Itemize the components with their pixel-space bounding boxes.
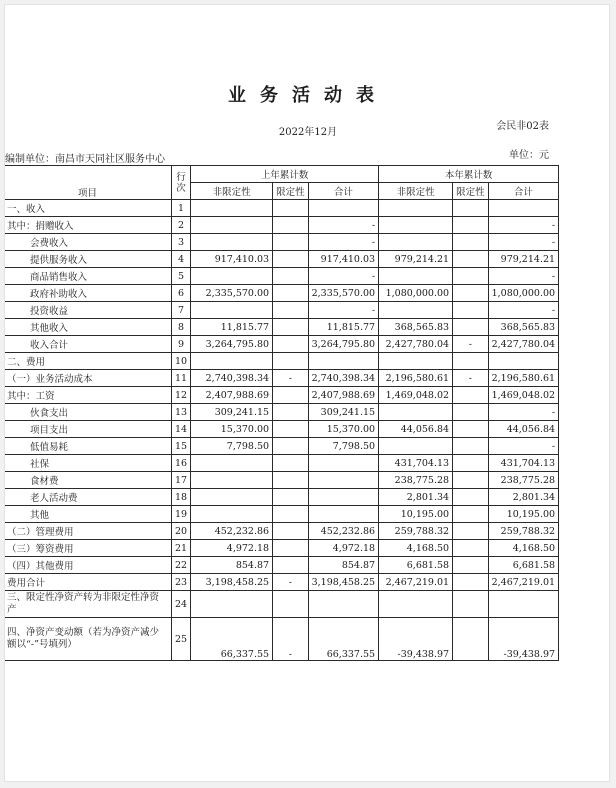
last-year-total: 4,972.18	[308, 540, 378, 557]
this-year-unrestricted: 979,214.21	[379, 251, 453, 268]
last-year-unrestricted: 15,370.00	[191, 421, 273, 438]
this-year-restricted	[453, 268, 489, 285]
last-year-total: -	[308, 302, 378, 319]
row-number: 5	[172, 268, 191, 285]
last-year-restricted	[273, 217, 309, 234]
last-year-restricted	[273, 455, 309, 472]
last-year-total	[308, 353, 378, 370]
last-year-unrestricted	[191, 489, 273, 506]
this-year-total: 2,467,219.01	[488, 574, 558, 591]
this-year-restricted	[453, 285, 489, 302]
last-year-unrestricted: 2,407,988.69	[191, 387, 273, 404]
this-year-total: 238,775.28	[488, 472, 558, 489]
this-year-total: 2,196,580.61	[488, 370, 558, 387]
row-item-label: （四）其他费用	[4, 557, 172, 574]
last-year-total: 11,815.77	[308, 319, 378, 336]
header-row-no: 行次	[172, 166, 191, 200]
row-number: 13	[172, 404, 191, 421]
currency-unit: 单位：元	[509, 150, 549, 161]
header-this-restricted: 限定性	[453, 183, 489, 200]
last-year-total	[308, 489, 378, 506]
row-number: 9	[172, 336, 191, 353]
row-item-label: 其他收入	[4, 319, 172, 336]
last-year-restricted	[273, 234, 309, 251]
last-year-restricted: -	[273, 618, 309, 661]
last-year-unrestricted: 3,198,458.25	[191, 574, 273, 591]
table-row	[4, 251, 559, 268]
this-year-total: 2,801.34	[488, 489, 558, 506]
last-year-total: 66,337.55	[308, 618, 378, 661]
row-number: 14	[172, 421, 191, 438]
last-year-total: -	[308, 217, 378, 234]
header-this-unrestricted: 非限定性	[379, 183, 453, 200]
row-number: 16	[172, 455, 191, 472]
last-year-restricted	[273, 421, 309, 438]
last-year-unrestricted: 11,815.77	[191, 319, 273, 336]
this-year-total: 1,469,048.02	[488, 387, 558, 404]
this-year-unrestricted: -39,438.97	[379, 618, 453, 661]
row-number: 24	[172, 591, 191, 618]
this-year-total: 368,565.83	[488, 319, 558, 336]
header-last-unrestricted: 非限定性	[191, 183, 273, 200]
row-number: 12	[172, 387, 191, 404]
this-year-restricted	[453, 251, 489, 268]
table-row	[4, 302, 559, 319]
last-year-restricted: -	[273, 370, 309, 387]
this-year-total	[488, 353, 558, 370]
last-year-restricted	[273, 506, 309, 523]
table-row	[4, 472, 559, 489]
this-year-unrestricted: 1,469,048.02	[379, 387, 453, 404]
last-year-unrestricted: 66,337.55	[191, 618, 273, 661]
this-year-restricted	[453, 540, 489, 557]
this-year-restricted: -	[453, 336, 489, 353]
row-number: 21	[172, 540, 191, 557]
last-year-restricted	[273, 489, 309, 506]
row-item-label: 投资收益	[4, 302, 172, 319]
row-number: 11	[172, 370, 191, 387]
last-year-total: 7,798.50	[308, 438, 378, 455]
last-year-unrestricted: 309,241.15	[191, 404, 273, 421]
table-row	[4, 370, 559, 387]
row-item-label: 食材费	[4, 472, 172, 489]
this-year-total: -	[488, 404, 558, 421]
last-year-unrestricted	[191, 234, 273, 251]
this-year-unrestricted	[379, 217, 453, 234]
this-year-unrestricted	[379, 200, 453, 217]
row-number: 17	[172, 472, 191, 489]
last-year-unrestricted	[191, 353, 273, 370]
last-year-total: 2,335,570.00	[308, 285, 378, 302]
table-row	[4, 438, 559, 455]
header-last-year: 上年累计数	[191, 166, 379, 183]
this-year-unrestricted: 259,788.32	[379, 523, 453, 540]
row-item-label: 其中：捐赠收入	[4, 217, 172, 234]
this-year-total: -	[488, 438, 558, 455]
last-year-restricted	[273, 591, 309, 618]
row-item-label: （二）管理费用	[4, 523, 172, 540]
this-year-total: 259,788.32	[488, 523, 558, 540]
this-year-total: 44,056.84	[488, 421, 558, 438]
last-year-total: 15,370.00	[308, 421, 378, 438]
last-year-unrestricted: 917,410.03	[191, 251, 273, 268]
last-year-total	[308, 506, 378, 523]
last-year-restricted	[273, 302, 309, 319]
last-year-total: 917,410.03	[308, 251, 378, 268]
this-year-restricted	[453, 421, 489, 438]
last-year-restricted: -	[273, 574, 309, 591]
this-year-unrestricted: 6,681.58	[379, 557, 453, 574]
this-year-unrestricted: 1,080,000.00	[379, 285, 453, 302]
row-item-label: 一、收入	[4, 200, 172, 217]
this-year-unrestricted: 44,056.84	[379, 421, 453, 438]
last-year-restricted	[273, 336, 309, 353]
last-year-unrestricted: 854.87	[191, 557, 273, 574]
last-year-unrestricted	[191, 472, 273, 489]
report-title: 业务活动表	[228, 85, 388, 106]
this-year-total	[488, 591, 558, 618]
row-number: 25	[172, 618, 191, 661]
this-year-unrestricted	[379, 302, 453, 319]
row-item-label: 收入合计	[4, 336, 172, 353]
this-year-total	[488, 200, 558, 217]
this-year-total: -	[488, 217, 558, 234]
row-number: 18	[172, 489, 191, 506]
table-row	[4, 268, 559, 285]
row-item-label: （三）筹资费用	[4, 540, 172, 557]
this-year-total: 10,195.00	[488, 506, 558, 523]
row-number: 15	[172, 438, 191, 455]
this-year-unrestricted: 238,775.28	[379, 472, 453, 489]
this-year-unrestricted	[379, 268, 453, 285]
table-row	[4, 421, 559, 438]
row-item-label: 商品销售收入	[4, 268, 172, 285]
last-year-unrestricted	[191, 506, 273, 523]
this-year-restricted	[453, 523, 489, 540]
this-year-restricted	[453, 455, 489, 472]
last-year-unrestricted	[191, 302, 273, 319]
row-number: 20	[172, 523, 191, 540]
row-number: 3	[172, 234, 191, 251]
this-year-restricted	[453, 200, 489, 217]
this-year-restricted	[453, 472, 489, 489]
row-item-label: 老人活动费	[4, 489, 172, 506]
table-row	[4, 217, 559, 234]
row-item-label: 项目支出	[4, 421, 172, 438]
last-year-total: 3,264,795.80	[308, 336, 378, 353]
row-item-label: 社保	[4, 455, 172, 472]
last-year-total: 452,232.86	[308, 523, 378, 540]
table-row	[4, 574, 559, 591]
header-item: 项目	[4, 166, 172, 200]
organization-name: 编制单位：南昌市天同社区服务中心	[5, 154, 165, 165]
this-year-restricted	[453, 489, 489, 506]
this-year-unrestricted: 2,467,219.01	[379, 574, 453, 591]
row-number: 10	[172, 353, 191, 370]
this-year-restricted	[453, 217, 489, 234]
row-item-label: 伙食支出	[4, 404, 172, 421]
this-year-restricted	[453, 591, 489, 618]
last-year-restricted	[273, 404, 309, 421]
row-item-label: 政府补助收入	[4, 285, 172, 302]
last-year-total: -	[308, 268, 378, 285]
row-number: 4	[172, 251, 191, 268]
last-year-total	[308, 455, 378, 472]
last-year-total	[308, 472, 378, 489]
this-year-unrestricted	[379, 404, 453, 421]
last-year-restricted	[273, 200, 309, 217]
this-year-total: 431,704.13	[488, 455, 558, 472]
table-row	[4, 540, 559, 557]
this-year-restricted	[453, 353, 489, 370]
this-year-total: 979,214.21	[488, 251, 558, 268]
this-year-unrestricted	[379, 234, 453, 251]
this-year-total: 4,168.50	[488, 540, 558, 557]
row-number: 22	[172, 557, 191, 574]
table-row	[4, 523, 559, 540]
last-year-unrestricted	[191, 268, 273, 285]
last-year-restricted	[273, 251, 309, 268]
table-row	[4, 557, 559, 574]
row-number: 19	[172, 506, 191, 523]
row-number: 23	[172, 574, 191, 591]
last-year-restricted	[273, 319, 309, 336]
table-row	[4, 387, 559, 404]
table-row	[4, 489, 559, 506]
table-row	[4, 506, 559, 523]
row-item-label: 费用合计	[4, 574, 172, 591]
table-row	[4, 618, 559, 661]
this-year-restricted: -	[453, 370, 489, 387]
row-item-label: （一）业务活动成本	[4, 370, 172, 387]
last-year-total: 3,198,458.25	[308, 574, 378, 591]
last-year-restricted	[273, 438, 309, 455]
this-year-restricted	[453, 574, 489, 591]
last-year-unrestricted	[191, 200, 273, 217]
last-year-unrestricted: 7,798.50	[191, 438, 273, 455]
row-item-label: 会费收入	[4, 234, 172, 251]
table-body	[4, 200, 559, 661]
last-year-total: 2,740,398.34	[308, 370, 378, 387]
this-year-restricted	[453, 438, 489, 455]
table-row	[4, 404, 559, 421]
last-year-restricted	[273, 523, 309, 540]
row-item-label: 二、费用	[4, 353, 172, 370]
last-year-unrestricted	[191, 217, 273, 234]
this-year-unrestricted	[379, 591, 453, 618]
form-code: 会民非02表	[496, 121, 549, 132]
last-year-restricted	[273, 540, 309, 557]
last-year-unrestricted: 3,264,795.80	[191, 336, 273, 353]
this-year-restricted	[453, 557, 489, 574]
last-year-unrestricted: 2,335,570.00	[191, 285, 273, 302]
this-year-unrestricted	[379, 353, 453, 370]
row-number: 1	[172, 200, 191, 217]
header-this-year: 本年累计数	[379, 166, 559, 183]
last-year-restricted	[273, 285, 309, 302]
last-year-total: 309,241.15	[308, 404, 378, 421]
this-year-total: 2,427,780.04	[488, 336, 558, 353]
last-year-restricted	[273, 387, 309, 404]
last-year-total: 2,407,988.69	[308, 387, 378, 404]
header-last-restricted: 限定性	[273, 183, 309, 200]
this-year-restricted	[453, 506, 489, 523]
this-year-restricted	[453, 319, 489, 336]
row-number: 7	[172, 302, 191, 319]
last-year-unrestricted	[191, 455, 273, 472]
this-year-total: -39,438.97	[488, 618, 558, 661]
table-row	[4, 353, 559, 370]
last-year-unrestricted	[191, 591, 273, 618]
table-row	[4, 200, 559, 217]
last-year-unrestricted: 452,232.86	[191, 523, 273, 540]
this-year-total: -	[488, 234, 558, 251]
row-item-label: 其中：工资	[4, 387, 172, 404]
this-year-unrestricted: 2,196,580.61	[379, 370, 453, 387]
table-row	[4, 455, 559, 472]
table-row	[4, 234, 559, 251]
this-year-total: -	[488, 302, 558, 319]
this-year-total: 1,080,000.00	[488, 285, 558, 302]
last-year-restricted	[273, 472, 309, 489]
report-period: 2022年12月	[278, 127, 338, 138]
last-year-restricted	[273, 557, 309, 574]
this-year-unrestricted: 10,195.00	[379, 506, 453, 523]
this-year-unrestricted: 368,565.83	[379, 319, 453, 336]
row-item-label: 四、净资产变动额（若为净资产减少额以“-”号填列）	[4, 618, 172, 661]
this-year-total: 6,681.58	[488, 557, 558, 574]
last-year-total	[308, 591, 378, 618]
this-year-unrestricted: 2,801.34	[379, 489, 453, 506]
table-row	[4, 336, 559, 353]
row-item-label: 三、限定性净资产转为非限定性净资产	[4, 591, 172, 618]
row-number: 8	[172, 319, 191, 336]
document-page	[4, 4, 610, 782]
row-item-label: 其他	[4, 506, 172, 523]
this-year-unrestricted: 2,427,780.04	[379, 336, 453, 353]
header-this-total: 合计	[488, 183, 558, 200]
row-number: 2	[172, 217, 191, 234]
last-year-unrestricted: 4,972.18	[191, 540, 273, 557]
this-year-total: -	[488, 268, 558, 285]
this-year-restricted	[453, 404, 489, 421]
this-year-unrestricted	[379, 438, 453, 455]
last-year-total: -	[308, 234, 378, 251]
this-year-restricted	[453, 387, 489, 404]
last-year-unrestricted: 2,740,398.34	[191, 370, 273, 387]
last-year-restricted	[273, 268, 309, 285]
row-item-label: 提供服务收入	[4, 251, 172, 268]
last-year-total: 854.87	[308, 557, 378, 574]
header-last-total: 合计	[308, 183, 378, 200]
activity-table	[4, 165, 559, 661]
this-year-unrestricted: 4,168.50	[379, 540, 453, 557]
last-year-restricted	[273, 353, 309, 370]
this-year-restricted	[453, 234, 489, 251]
last-year-total	[308, 200, 378, 217]
row-number: 6	[172, 285, 191, 302]
this-year-unrestricted: 431,704.13	[379, 455, 453, 472]
table-row	[4, 285, 559, 302]
this-year-restricted	[453, 618, 489, 661]
table-row	[4, 319, 559, 336]
table-row	[4, 591, 559, 618]
row-item-label: 低值易耗	[4, 438, 172, 455]
this-year-restricted	[453, 302, 489, 319]
